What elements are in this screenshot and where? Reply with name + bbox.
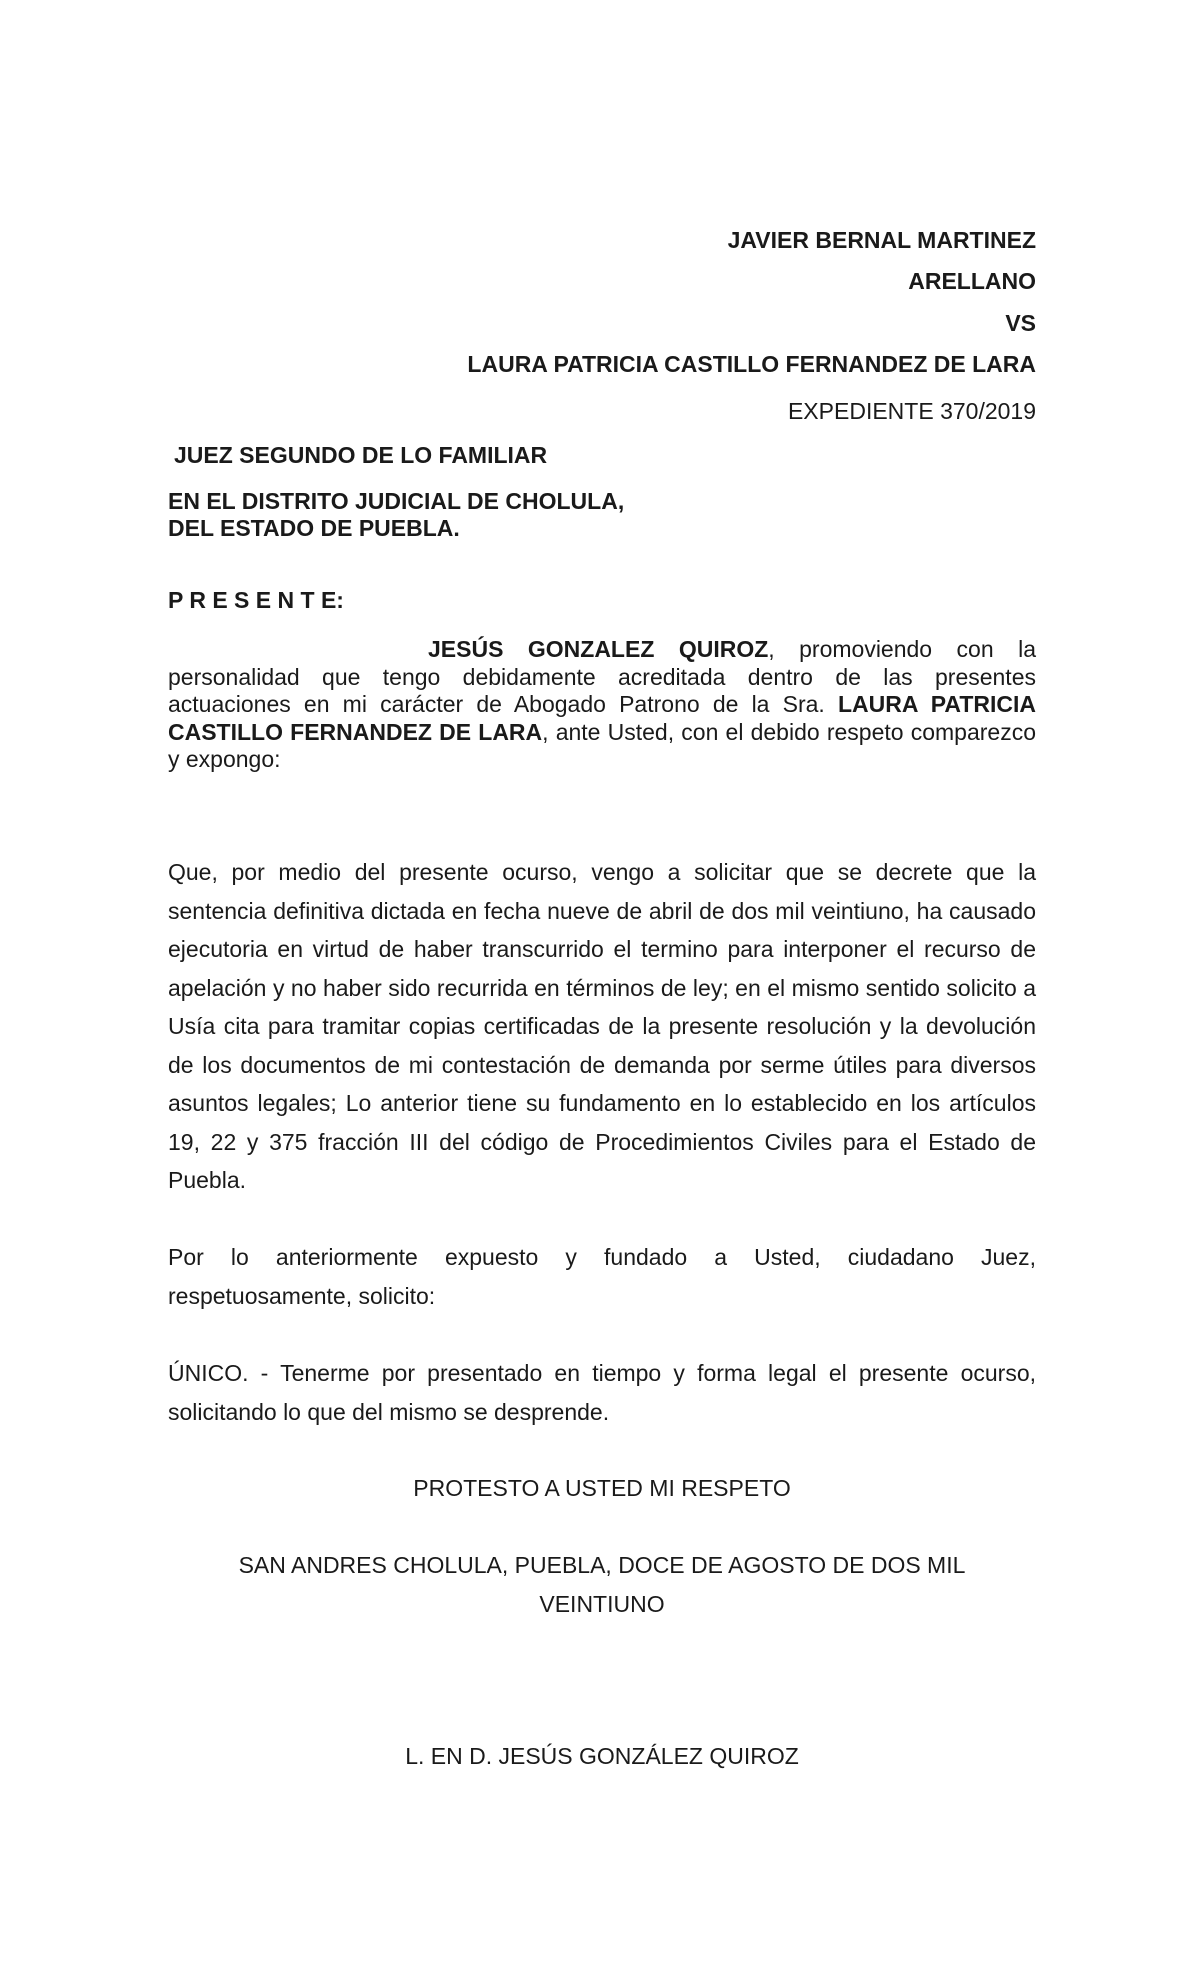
versus-label: VS xyxy=(1005,310,1036,336)
conclusion-paragraph: Por lo anteriormente expuesto y fundado a Usted, ciudadano Juez, respetuosamente, solicito: xyxy=(168,1244,1036,1309)
case-number: EXPEDIENTE 370/2019 xyxy=(787,398,1036,424)
lawyer-name: JESÚS GONZALEZ QUIROZ xyxy=(428,636,769,662)
intro-paragraph xyxy=(168,636,1036,774)
salutation: P R E S E N T E: xyxy=(168,587,344,613)
court-name: JUEZ SEGUNDO DE LO FAMILIAR xyxy=(174,442,548,468)
party-line-1: JAVIER BERNAL MARTINEZ xyxy=(727,227,1036,253)
petition-paragraph: ÚNICO. - Tenerme por presentado en tiempo y forma legal el presente ocurso, solicitando lo que del mismo se desprende. xyxy=(168,1360,1036,1425)
intro-text-2: , ante Usted, con el debido respeto comparezco y expongo: xyxy=(168,718,1036,772)
client-name: LAURA PATRICIA CASTILLO FERNANDEZ DE LARA xyxy=(168,691,1036,745)
protest-line: PROTESTO A USTED MI RESPETO xyxy=(413,1475,791,1501)
counterparty-name: LAURA PATRICIA CASTILLO FERNANDEZ DE LARA xyxy=(467,351,1036,377)
district-line-2: DEL ESTADO DE PUEBLA. xyxy=(168,515,460,541)
intro-text-1: , promoviendo con la personalidad que tengo debidamente acreditada dentro de las presentes actuaciones en mi carácter de Abogado Patrono de la Sra. xyxy=(168,636,1037,717)
district-line-1: EN EL DISTRITO JUDICIAL DE CHOLULA, xyxy=(168,488,625,514)
signature-name: L. EN D. JESÚS GONZÁLEZ QUIROZ xyxy=(405,1743,799,1769)
request-paragraph: Que, por medio del presente ocurso, vengo a solicitar que se decrete que la sentencia definitiva dictada en fecha nueve de abril de dos mil veintiuno, ha causado ejecutoria en virtud de haber transcurrido el termino para interponer el recurso de apelación y no haber sido recurrida en términos de ley; en el mismo sentido solicito a Usía cita para tramitar copias certificadas de la presente resolución y la devolución de los documentos de mi contestación de demanda por serme útiles para diversos asuntos legales; Lo anterior tiene su fundamento en lo establecido en los artículos 19, 22 y 375 fracción III del código de Procedimientos Civiles para el Estado de Puebla. xyxy=(168,859,1036,1193)
party-line-2: ARELLANO xyxy=(908,268,1036,294)
place-date: SAN ANDRES CHOLULA, PUEBLA, DOCE DE AGOSTO DE DOS MIL VEINTIUNO xyxy=(238,1552,966,1617)
